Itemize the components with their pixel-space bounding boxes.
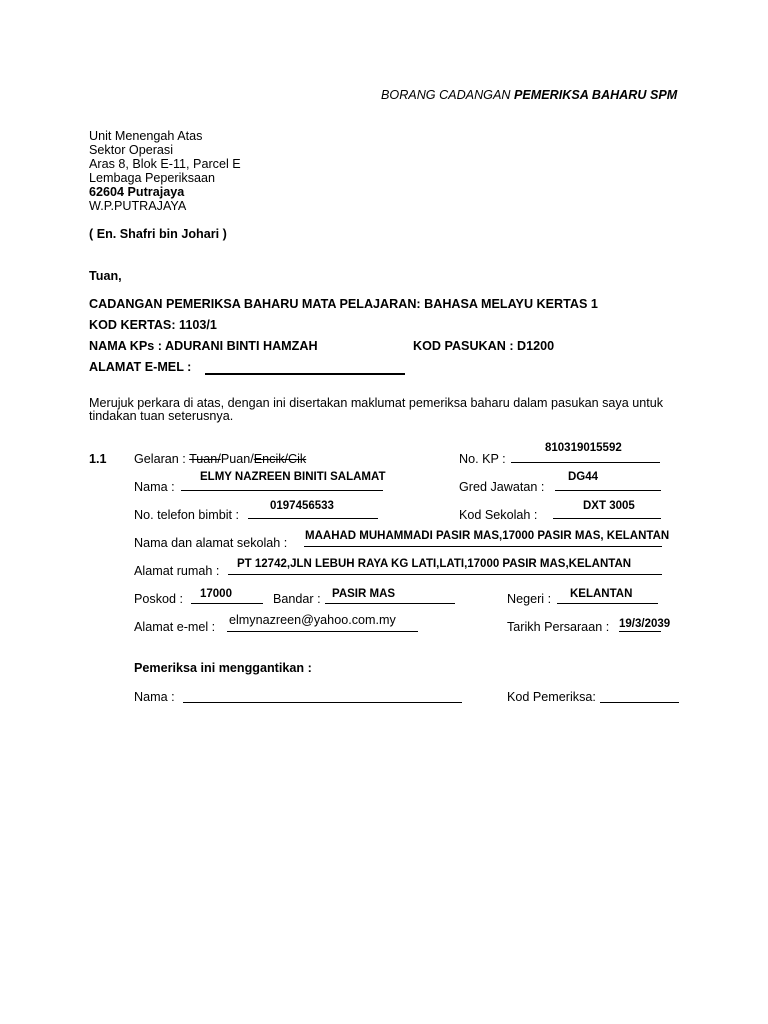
kodsekolah-line xyxy=(553,518,661,519)
gred-label: Gred Jawatan : xyxy=(459,480,545,494)
poskod-line xyxy=(191,603,263,604)
form-title-part1: BORANG CADANGAN xyxy=(381,88,511,102)
poskod-label: Poskod : xyxy=(134,592,184,606)
persaraan-line xyxy=(619,631,661,632)
replacement-kod-line xyxy=(600,702,679,703)
kod-kertas: KOD KERTAS: 1103/1 xyxy=(89,318,217,332)
persaraan-value: 19/3/2039 xyxy=(619,618,671,630)
kodsekolah-label: Kod Sekolah : xyxy=(459,508,538,522)
kod-pasukan: KOD PASUKAN : D1200 xyxy=(413,339,555,353)
form-title xyxy=(381,88,677,103)
bandar-value: PASIR MAS xyxy=(332,588,396,600)
emel-value: elmynazreen@yahoo.com.my xyxy=(229,613,396,627)
nama-value: ELMY NAZREEN BINITI SALAMAT xyxy=(200,471,386,483)
subject-line: CADANGAN PEMERIKSA BAHARU MATA PELAJARAN: BAHASA MELAYU KERTAS 1 xyxy=(89,297,598,311)
address-line-3: Aras 8, Blok E-11, Parcel E xyxy=(89,157,241,171)
alamat-emel-label: ALAMAT E-MEL : xyxy=(89,360,192,374)
rumah-value: PT 12742,JLN LEBUH RAYA KG LATI,LATI,17000 PASIR MAS,KELANTAN xyxy=(237,558,632,570)
nama-kp: NAMA KPs : ADURANI BINTI HAMZAH xyxy=(89,339,318,353)
persaraan-label: Tarikh Persaraan : xyxy=(507,620,610,634)
sekolah-line xyxy=(304,546,662,547)
gelaran-puan: Puan/ xyxy=(220,452,254,466)
poskod-value: 17000 xyxy=(200,588,232,600)
attention-line: ( En. Shafri bin Johari ) xyxy=(89,227,227,241)
address-line-6: W.P.PUTRAJAYA xyxy=(89,199,187,213)
replacement-heading: Pemeriksa ini menggantikan : xyxy=(134,661,312,675)
gelaran-label-text: Gelaran : xyxy=(134,452,190,466)
sekolah-label: Nama dan alamat sekolah : xyxy=(134,536,288,550)
address-line-5: 62604 Putrajaya xyxy=(89,185,185,199)
form-title-part2: PEMERIKSA BAHARU SPM xyxy=(513,88,678,102)
alamat-emel-line xyxy=(205,373,405,375)
gelaran-tuan: Tuan/ xyxy=(189,452,221,466)
telefon-line xyxy=(248,518,378,519)
gred-value: DG44 xyxy=(568,471,599,483)
section-number: 1.1 xyxy=(89,452,107,466)
negeri-line xyxy=(557,603,658,604)
emel-label: Alamat e-mel : xyxy=(134,620,216,634)
body-line-2: tindakan tuan seterusnya. xyxy=(89,409,234,423)
bandar-line xyxy=(325,603,455,604)
gred-line xyxy=(555,490,661,491)
address-line-4: Lembaga Peperiksaan xyxy=(89,171,216,185)
negeri-value: KELANTAN xyxy=(570,588,633,600)
nokp-value: 810319015592 xyxy=(545,442,622,454)
telefon-label: No. telefon bimbit : xyxy=(134,508,239,522)
rumah-line xyxy=(228,574,662,575)
replacement-nama-line xyxy=(183,702,462,703)
gelaran-encik: Encik/Cik xyxy=(253,452,307,466)
rumah-label: Alamat rumah : xyxy=(134,564,220,578)
address-line-2: Sektor Operasi xyxy=(89,143,173,157)
bandar-label: Bandar : xyxy=(273,592,321,606)
nama-line xyxy=(181,490,383,491)
body-line-1: Merujuk perkara di atas, dengan ini disertakan maklumat pemeriksa baharu dalam pasukan saya untuk xyxy=(89,396,664,410)
replacement-nama-label: Nama : xyxy=(134,690,175,704)
emel-line xyxy=(227,631,418,632)
telefon-value: 0197456533 xyxy=(270,500,334,512)
nokp-label: No. KP : xyxy=(459,452,506,466)
nokp-line xyxy=(511,462,660,463)
salutation: Tuan, xyxy=(89,269,122,283)
sekolah-value: MAAHAD MUHAMMADI PASIR MAS,17000 PASIR MAS, KELANTAN xyxy=(305,530,670,542)
gelaran-label xyxy=(134,452,306,467)
kodsekolah-value: DXT 3005 xyxy=(583,500,635,512)
address-line-1: Unit Menengah Atas xyxy=(89,129,203,143)
nama-label: Nama : xyxy=(134,480,175,494)
negeri-label: Negeri : xyxy=(507,592,552,606)
replacement-kod-label: Kod Pemeriksa: xyxy=(507,690,596,704)
